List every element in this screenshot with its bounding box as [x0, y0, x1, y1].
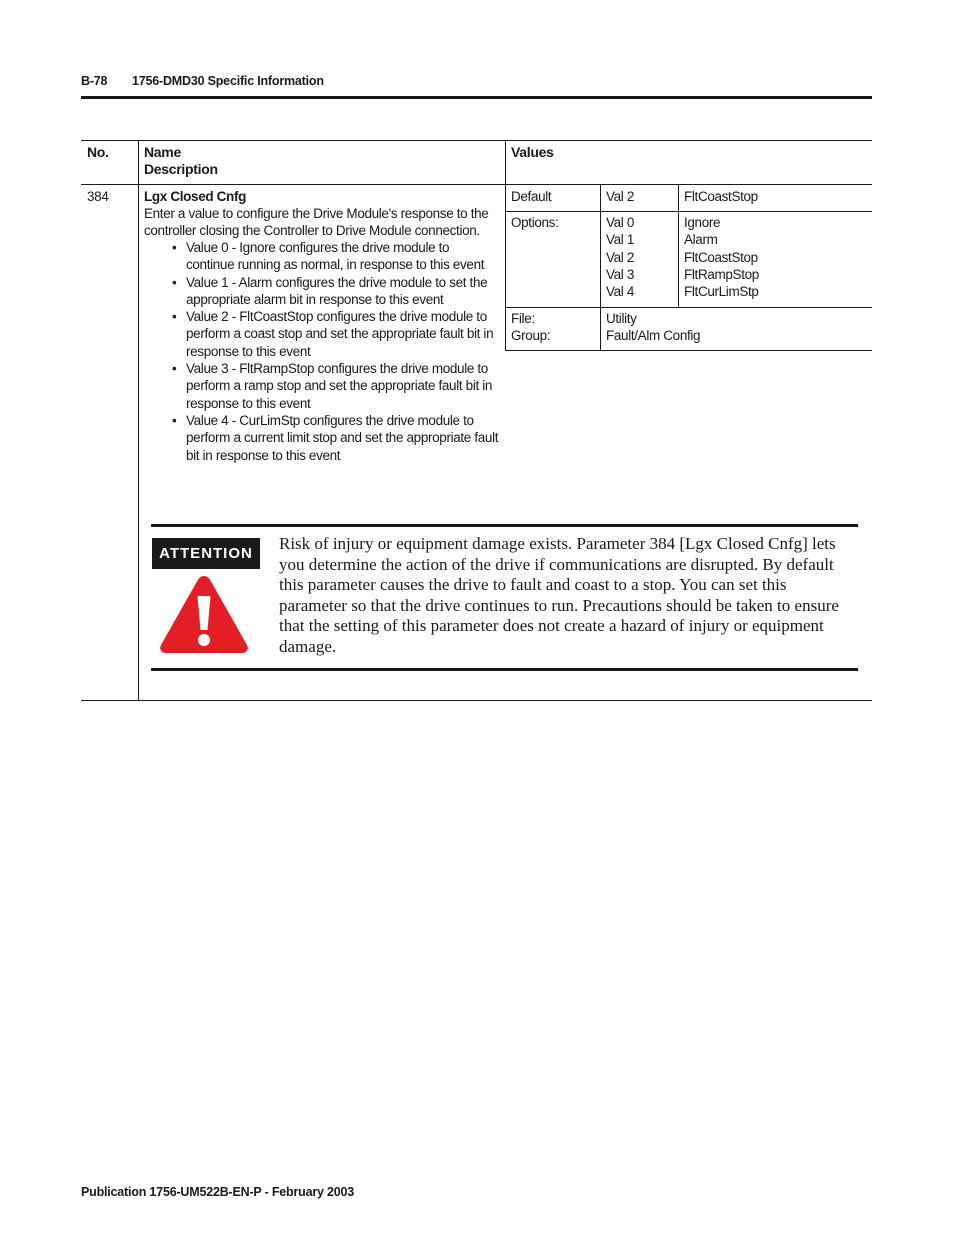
group-value: Fault/Alm Config	[606, 328, 701, 344]
header-name: Name	[144, 144, 181, 160]
parameter-description: Enter a value to configure the Drive Module's response to the controller closing the Controller to Drive Module connection.	[144, 206, 489, 239]
values-column-divider	[600, 184, 601, 351]
values-row-border	[505, 350, 872, 351]
option-value: Val 1	[606, 232, 635, 248]
attention-bottom-rule	[151, 668, 858, 671]
values-column-divider	[678, 184, 679, 308]
parameter-number: 384	[87, 189, 109, 204]
group-label: Group:	[511, 328, 551, 344]
header-rule	[81, 96, 872, 99]
file-value: Utility	[606, 311, 637, 326]
column-divider	[505, 140, 506, 351]
header-description: Description	[144, 161, 218, 177]
list-item: • Value 1 - Alarm configures the drive module to set the appropriate alarm bit in response to this event	[144, 274, 500, 309]
section-title: 1756-DMD30 Specific Information	[132, 74, 324, 88]
table-header-border	[81, 184, 872, 185]
option-value: Val 4	[606, 284, 635, 300]
default-label: Default	[511, 189, 552, 204]
options-label: Options:	[511, 215, 559, 230]
list-item: • Value 2 - FltCoastStop configures the drive module to perform a coast stop and set the appropriate fault bit in response to this event	[144, 308, 500, 360]
values-row-border	[505, 211, 872, 212]
header-values: Values	[511, 144, 554, 160]
table-bottom-border	[81, 700, 872, 701]
value-bullet-list	[144, 239, 500, 464]
file-group-labels	[511, 310, 550, 345]
page-number: B-78	[81, 74, 108, 88]
attention-text: Risk of injury or equipment damage exists. Parameter 384 [Lgx Closed Cnfg] lets you determine the action of the drive if communications are disrupted. By default this parameter causes the drive to fault and coast to a stop. You can set this parameter so that the drive continues to run. Precautions should be taken to ensure that the setting of this parameter does not create a hazard of injury or equipment damage.	[279, 534, 839, 656]
warning-triangle-icon	[158, 572, 250, 656]
option-value: Val 0	[606, 215, 635, 230]
table-top-border	[81, 140, 872, 141]
publication-footer: Publication 1756-UM522B-EN-P - February 2003	[81, 1185, 355, 1199]
default-value: Val 2	[606, 189, 635, 204]
option-name: FltRampStop	[684, 266, 759, 282]
default-name: FltCoastStop	[684, 189, 758, 204]
list-item: • Value 0 - Ignore configures the drive module to continue running as normal, in response to this event	[144, 239, 500, 274]
option-value: Val 3	[606, 266, 635, 282]
option-values	[606, 214, 634, 300]
attention-label: ATTENTION	[152, 538, 260, 569]
option-names	[684, 214, 759, 300]
column-divider	[138, 140, 139, 701]
file-group-values	[606, 310, 700, 345]
file-label: File:	[511, 311, 535, 326]
option-name: Ignore	[684, 215, 721, 230]
option-name: FltCurLimStp	[684, 284, 759, 300]
list-item: • Value 4 - CurLimStp configures the drive module to perform a current limit stop and set the appropriate fault bit in response to this event	[144, 412, 500, 464]
values-row-border	[505, 307, 872, 308]
list-item: • Value 3 - FltRampStop configures the drive module to perform a ramp stop and set the appropriate fault bit in response to this event	[144, 360, 500, 412]
header-no: No.	[87, 144, 109, 160]
option-name: FltCoastStop	[684, 249, 758, 265]
option-name: Alarm	[684, 232, 718, 248]
parameter-name: Lgx Closed Cnfg	[144, 189, 246, 204]
option-value: Val 2	[606, 249, 635, 265]
attention-top-rule	[151, 524, 858, 527]
